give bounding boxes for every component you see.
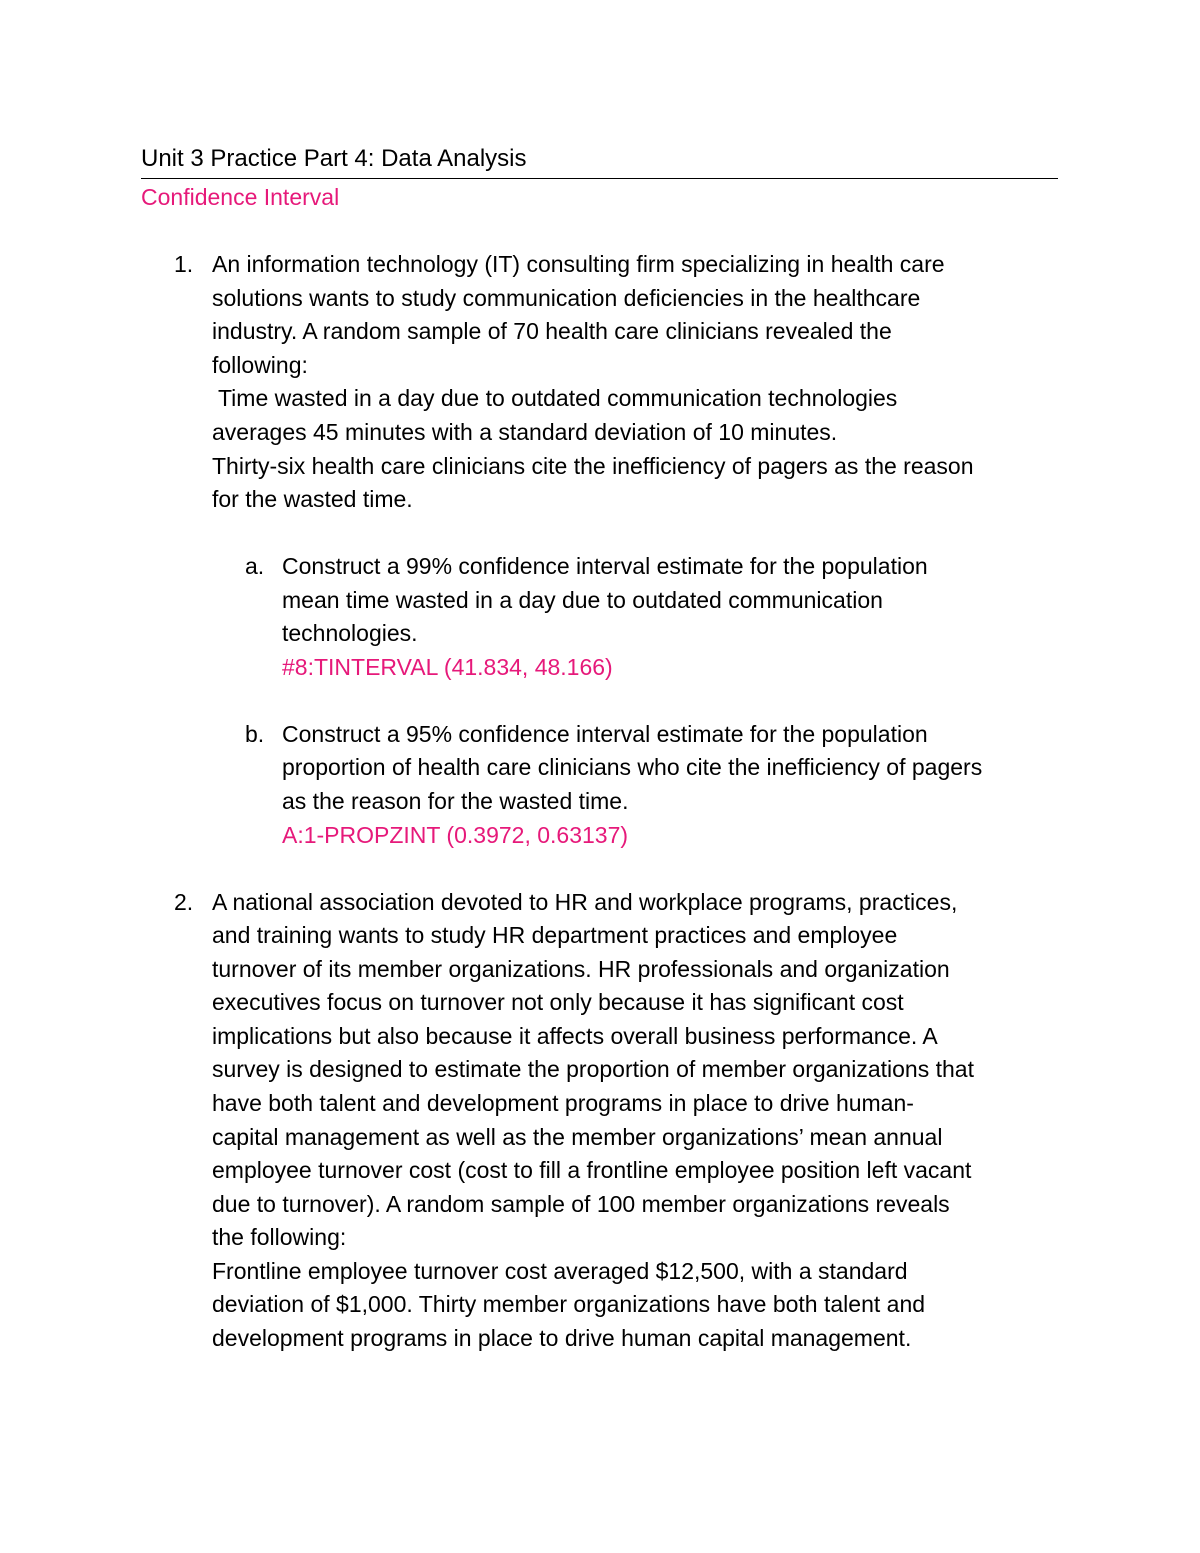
question-2-line: turnover of its member organizations. HR professionals and organization — [212, 956, 950, 982]
question-2-line: employee turnover cost (cost to fill a frontline employee position left vacant — [212, 1157, 972, 1183]
part-a-line: mean time wasted in a day due to outdated communication — [282, 587, 883, 613]
question-1-line: Thirty-six health care clinicians cite the inefficiency of pagers as the reason — [212, 453, 974, 479]
part-b-line: proportion of health care clinicians who cite the inefficiency of pagers — [282, 754, 983, 780]
question-2-line: Frontline employee turnover cost averaged $12,500, with a standard — [212, 1258, 908, 1284]
part-a-line: Construct a 99% confidence interval estimate for the population — [282, 553, 928, 579]
section-heading: Confidence Interval — [141, 184, 340, 210]
part-b-letter: b. — [245, 721, 265, 747]
question-2-line: deviation of $1,000. Thirty member organizations have both talent and — [212, 1291, 926, 1317]
question-2-line: survey is designed to estimate the proportion of member organizations that — [212, 1056, 974, 1082]
question-1-line: An information technology (IT) consulting firm specializing in health care — [212, 251, 945, 277]
question-1-line: averages 45 minutes with a standard deviation of 10 minutes. — [212, 419, 838, 445]
question-2-line: A national association devoted to HR and workplace programs, practices, — [212, 889, 958, 915]
question-2-line: and training wants to study HR department practices and employee — [212, 922, 898, 948]
question-1-number: 1. — [174, 251, 194, 277]
question-2-line: capital management as well as the member organizations’ mean annual — [212, 1124, 943, 1150]
part-a-answer: #8:TINTERVAL (41.834, 48.166) — [282, 654, 613, 680]
question-2-line: executives focus on turnover not only because it has significant cost — [212, 989, 904, 1015]
question-2-line: have both talent and development programs in place to drive human- — [212, 1090, 914, 1116]
part-a-letter: a. — [245, 553, 265, 579]
question-2-number: 2. — [174, 889, 194, 915]
part-a-line: technologies. — [282, 620, 418, 646]
document-title: Unit 3 Practice Part 4: Data Analysis — [141, 144, 1058, 179]
question-1-line: industry. A random sample of 70 health care clinicians revealed the — [212, 318, 892, 344]
part-b-line: as the reason for the wasted time. — [282, 788, 629, 814]
question-1-line: solutions wants to study communication deficiencies in the healthcare — [212, 285, 921, 311]
question-1-line: for the wasted time. — [212, 486, 413, 512]
part-b-answer: A:1-PROPZINT (0.3972, 0.63137) — [282, 822, 629, 848]
question-2-line: the following: — [212, 1224, 347, 1250]
question-1-line: Time wasted in a day due to outdated communication technologies — [212, 385, 898, 411]
question-2-line: implications but also because it affects overall business performance. A — [212, 1023, 938, 1049]
question-2-line: due to turnover). A random sample of 100 member organizations reveals — [212, 1191, 950, 1217]
part-b-line: Construct a 95% confidence interval estimate for the population — [282, 721, 928, 747]
question-2-line: development programs in place to drive human capital management. — [212, 1325, 912, 1351]
question-1-line: following: — [212, 352, 308, 378]
